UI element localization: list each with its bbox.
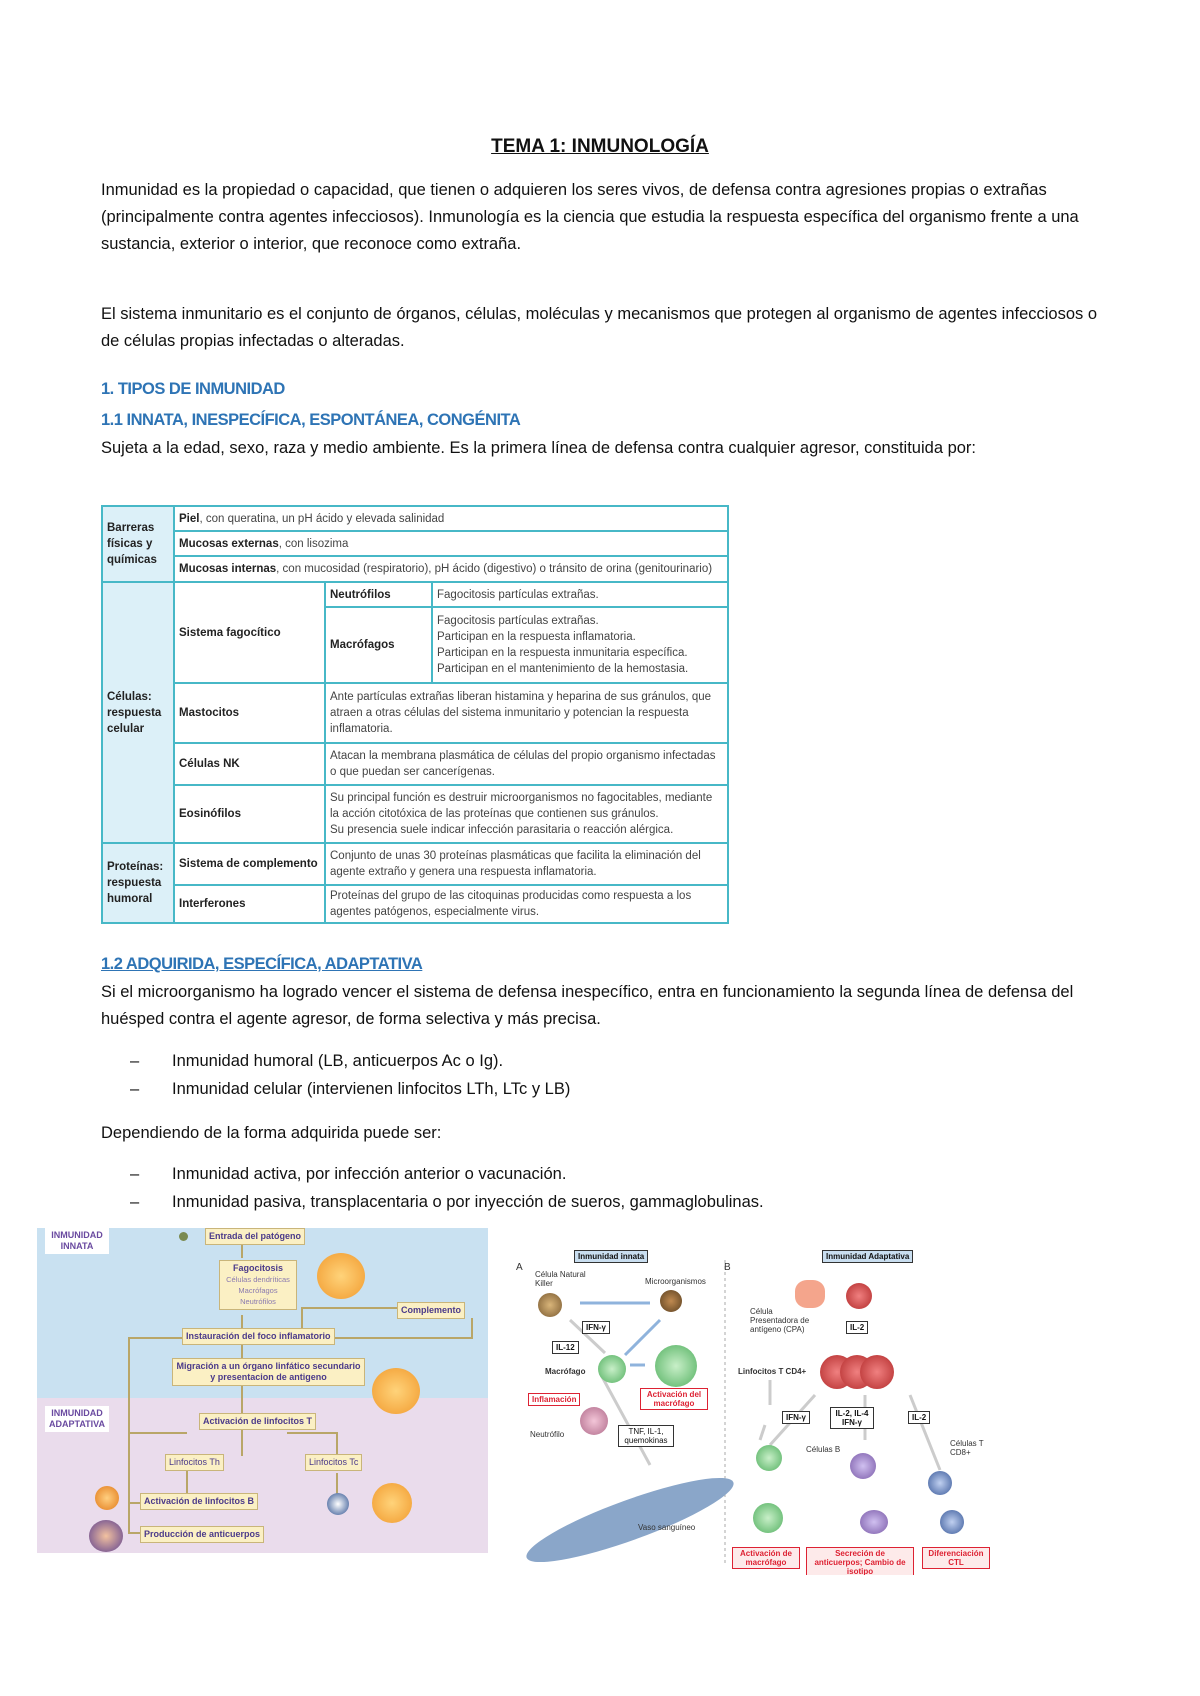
plasma-cell-icon [89,1520,123,1552]
label-secrecion-anticuerpos: Secreción de anticuerpos; Cambio de isotipo [806,1547,914,1575]
label-il2: IL-2 [846,1321,868,1334]
list-item: – Inmunidad celular (intervienen linfocitos LTh, LTc y LB) [130,1080,571,1098]
cell-celulas-nk: Células NK [174,743,325,785]
cell-interferones-desc: Proteínas del grupo de las citoquinas producidas como respuesta a los agentes patógenos, especialmente virus. [325,885,728,923]
cell-mastocitos-desc: Ante partículas extrañas liberan histamina y heparina de sus gránulos, que atraen a otras células del sistema inmunitario y potencian la respuesta inflamatoria. [325,683,728,743]
label-inmunidad-adaptativa: Inmunidad Adaptativa [822,1250,913,1263]
macrophage-icon [317,1253,365,1299]
label-tnf: TNF, IL-1, quemokinas [618,1425,674,1447]
label-cpa: Célula Presentadora de antígeno (CPA) [750,1307,810,1334]
intro-paragraph-1: Inmunidad es la propiedad o capacidad, que tienen o adquieren los seres vivos, de defensa contra agresiones propias o extrañas (principalmente contra agentes infecciosos). Inmunología es la ciencia que estudia la respuesta específica del organismo frente a una sustancia, exterior o interior, que reconoce como extraña. [101,181,1079,253]
cd8-cell-icon [928,1471,952,1495]
cell-macrofagos: Macrófagos [325,607,432,683]
label-activacion-macrofago: Activación del macrófago [640,1388,708,1410]
label-activacion-macrofago-2: Activación de macrófago [732,1547,800,1569]
innate-adaptive-flow-diagram [37,1228,488,1553]
immune-response-diagram [510,1245,1000,1575]
nk-cell-icon [538,1293,562,1317]
box-linfocitos-tc: Linfocitos Tc [305,1454,362,1471]
group-barreras: Barreras físicas y químicas [102,506,174,582]
cell-nk-desc: Atacan la membrana plasmática de células del propio organismo infectadas o que puedan ser cancerígenas. [325,743,728,785]
cell-neutrofilos: Neutrófilos [325,582,432,607]
label-macrofago: Macrófago [545,1367,586,1376]
cell-complemento: Sistema de complemento [174,843,325,885]
label-inmunidad-innata: INMUNIDAD INNATA [45,1228,109,1254]
box-migracion: Migración a un órgano linfático secundario y presentacion de antigeno [172,1358,365,1386]
adquirida-paragraph: Si el microorganismo ha logrado vencer el sistema de defensa inespecífico, entra en funcionamiento la segunda línea de defensa del huésped contra el agente agresor, de forma selectiva y más precisa. [101,983,1074,1028]
box-linfocitos-th: Linfocitos Th [165,1454,224,1471]
label-cd8: Células T CD8+ [950,1439,984,1457]
innate-immunity-table [101,505,729,924]
list-item: – Inmunidad pasiva, transplacentaria o por inyección de sueros, gammaglobulinas. [130,1193,764,1211]
b-cell-icon [850,1453,876,1479]
box-produccion-anticuerpos: Producción de anticuerpos [140,1526,264,1543]
cell-mastocitos: Mastocitos [174,683,325,743]
neutrophil-icon [580,1407,608,1435]
list-item: – Inmunidad humoral (LB, anticuerpos Ac o Ig). [130,1052,504,1070]
label-il12: IL-12 [552,1341,579,1354]
cell-neutrofilos-desc: Fagocitosis partículas extrañas. [432,582,728,607]
group-proteinas: Proteínas: respuesta humoral [102,843,174,923]
activated-macrophage-icon [655,1345,697,1387]
section-heading: 1. TIPOS DE INMUNIDAD [101,380,285,398]
bullet-list-1 [130,1047,570,1103]
box-fagocitosis: Fagocitosis Células dendríticas Macrófagos Neutrófilos [219,1260,297,1310]
label-diferenciacion-ctl: Diferenciación CTL [922,1547,990,1569]
activated-macrophage-icon [753,1503,783,1533]
box-foco-inflamatorio: Instauración del foco inflamatorio [182,1328,335,1345]
box-activacion-b: Activación de linfocitos B [140,1493,258,1510]
b-cell-icon [95,1486,119,1510]
label-ifn-gamma: IFN-γ [582,1321,610,1334]
group-celulas: Células: respuesta celular [102,582,174,843]
macrophage-icon [756,1445,782,1471]
label-cd4: Linfocitos T CD4+ [738,1367,807,1376]
panel-label-a: A [516,1262,523,1273]
label-nk: Célula Natural Killer [535,1270,586,1288]
cell-complemento-desc: Conjunto de unas 30 proteínas plasmáticas que facilita la eliminación del agente extraño y genera una respuesta inflamatoria. [325,843,728,885]
intro-paragraph-2: El sistema inmunitario es el conjunto de órganos, células, moléculas y mecanismos que protegen al organismo de agentes infecciosos o de células propias infectadas o alteradas. [101,305,1098,350]
label-inflamacion: Inflamación [528,1393,580,1406]
macrophage-icon [372,1483,412,1523]
page-title: TEMA 1: INMUNOLOGÍA [491,136,709,157]
label-ifn-gamma-2: IFN-γ [782,1411,810,1424]
list-item: – Inmunidad activa, por infección anterior o vacunación. [130,1165,567,1183]
lead-paragraph: Dependiendo de la forma adquirida puede ser: [101,1124,442,1142]
label-il2-il4: IL-2, IL-4 IFN-γ [830,1407,874,1429]
t-cell-icon [327,1493,349,1515]
microorganism-icon [660,1290,682,1312]
cell-eosinofilos: Eosinófilos [174,785,325,843]
plasma-cell-icon [860,1510,888,1534]
cell-sistema-fagocitico: Sistema fagocítico [174,582,325,683]
label-il2-b: IL-2 [908,1411,930,1424]
label-microorganismos: Microorganismos [645,1277,706,1286]
macrophage-icon [598,1355,626,1383]
box-entrada-patogeno: Entrada del patógeno [205,1228,305,1245]
row-mucosas-internas: Mucosas internas, con mucosidad (respiratorio), pH ácido (digestivo) o tránsito de orina (genitourinario) [174,556,728,582]
label-neutrofilo: Neutrófilo [530,1430,565,1439]
row-mucosas-externas: Mucosas externas, con lisozima [174,531,728,556]
cell-macrofagos-desc: Fagocitosis partículas extrañas. Participan en la respuesta inflamatoria. Participan en la respuesta inmunitaria específica. Participan en el mantenimiento de la hemostasia. [432,607,728,683]
apc-cell-icon [795,1280,825,1308]
box-complemento: Complemento [397,1302,465,1319]
box-activacion-t: Activación de linfocitos T [199,1413,316,1430]
innata-paragraph: Sujeta a la edad, sexo, raza y medio ambiente. Es la primera línea de defensa contra cualquier agresor, constituida por: [101,439,977,457]
macrophage-icon [372,1368,420,1414]
panel-label-b: B [724,1262,731,1273]
subsection-heading-innata: 1.1 INNATA, INESPECÍFICA, ESPONTÁNEA, CONGÉNITA [101,411,521,429]
label-inmunidad-innata: Inmunidad innata [574,1250,648,1263]
subsection-heading-adquirida: 1.2 ADQUIRIDA, ESPECÍFICA, ADAPTATIVA [101,955,423,973]
label-vaso-sanguineo: Vaso sanguíneo [638,1523,696,1532]
cell-eosinofilos-desc: Su principal función es destruir microorganismos no fagocitables, mediante la acción citotóxica de las proteínas que contienen sus gránulos. Su presencia suele indicar infección parasitaria o reacción alérgica. [325,785,728,843]
ctl-cell-icon [940,1510,964,1534]
cd4-cell-icon [860,1355,894,1389]
label-inmunidad-adaptativa: INMUNIDAD ADAPTATIVA [45,1406,109,1432]
cell-interferones: Interferones [174,885,325,923]
row-piel: Piel, con queratina, un pH ácido y elevada salinidad [174,506,728,531]
pathogen-icon [179,1232,188,1241]
t-cell-icon [846,1283,872,1309]
bullet-list-2 [130,1160,764,1216]
label-celulas-b: Células B [806,1445,841,1454]
